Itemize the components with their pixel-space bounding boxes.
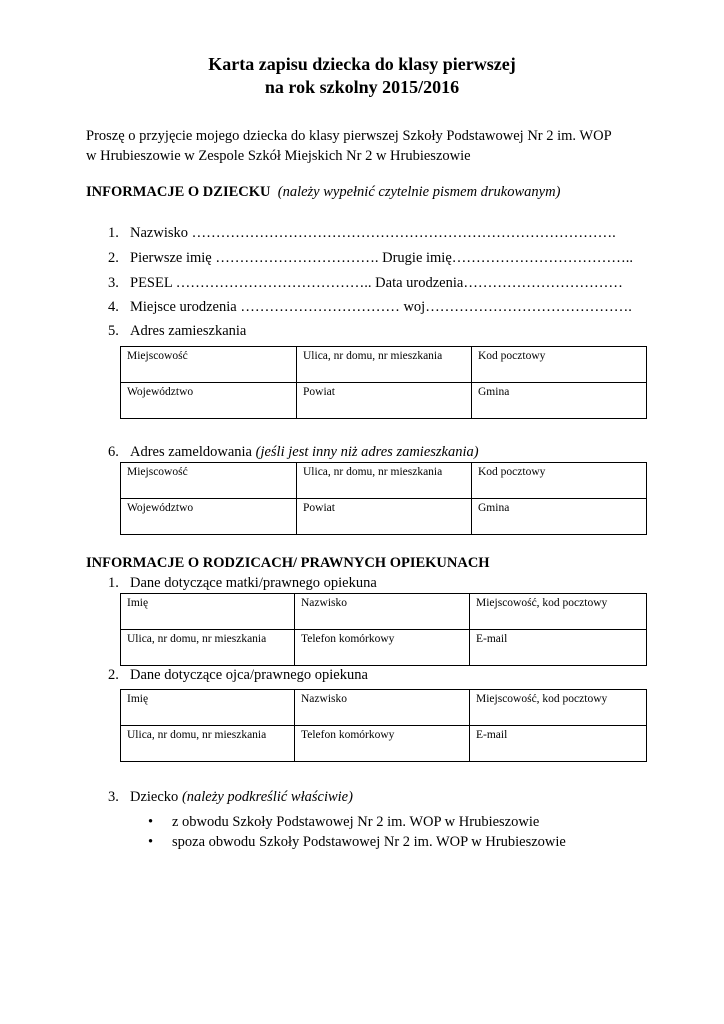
field-address-heading (108, 322, 246, 340)
table-row (121, 347, 647, 383)
child-heading-note: (należy wypełnić czytelnie pismem drukowanym) (277, 184, 561, 200)
registered-street-cell[interactable]: Ulica, nr domu, nr mieszkania (297, 463, 472, 499)
registered-city-cell[interactable]: Miejscowość (121, 463, 297, 499)
district-option-inside[interactable] (148, 812, 566, 832)
intro-line-1: Proszę o przyjęcie mojego dziecka do klasy pierwszej Szkoły Podstawowej Nr 2 im. WOP (86, 128, 612, 144)
field-label: PESEL ………………………………….. Data urodzenia…………………………… (130, 275, 623, 291)
registered-address-table (120, 462, 647, 535)
father-data-label (108, 666, 368, 684)
field-label: Pierwsze imię ……………………………. Drugie imię……………………………….. (130, 250, 634, 266)
field-label: Adres zamieszkania (130, 323, 247, 339)
field-label: Nazwisko ……………………………………………………………………………. (130, 225, 616, 241)
child-heading-text: INFORMACJE O DZIECKU (86, 184, 271, 200)
mother-first-name-cell[interactable]: Imię (121, 594, 295, 630)
registered-voivodeship-cell[interactable]: Województwo (121, 499, 297, 535)
address-county-cell[interactable]: Powiat (297, 383, 472, 419)
registered-commune-cell[interactable]: Gmina (472, 499, 647, 535)
document-title: Karta zapisu dziecka do klasy pierwszej (208, 54, 516, 74)
mother-data-label (108, 574, 377, 592)
field-label: Dane dotyczące matki/prawnego opiekuna (130, 575, 377, 591)
option-label: spoza obwodu Szkoły Podstawowej Nr 2 im. WOP w Hrubieszowie (172, 834, 566, 850)
field-note: (jeśli jest inny niż adres zamieszkania) (255, 444, 479, 460)
parents-section-heading (86, 554, 490, 572)
table-row (121, 594, 647, 630)
field-label: Dziecko (130, 789, 182, 805)
table-row (121, 726, 647, 762)
field-number: 2. (108, 667, 119, 683)
field-label: Miejsce urodzenia …………………………… woj……………………………………. (130, 299, 632, 315)
father-street-cell[interactable]: Ulica, nr domu, nr mieszkania (121, 726, 295, 762)
father-first-name-cell[interactable]: Imię (121, 690, 295, 726)
field-number: 6. (108, 444, 119, 460)
address-postcode-cell[interactable]: Kod pocztowy (472, 347, 647, 383)
address-city-cell[interactable]: Miejscowość (121, 347, 297, 383)
mother-table (120, 593, 647, 666)
intro-paragraph (86, 126, 646, 166)
address-voivodeship-cell[interactable]: Województwo (121, 383, 297, 419)
table-row (121, 463, 647, 499)
field-first-name[interactable] (108, 249, 633, 267)
district-option-outside[interactable] (148, 832, 566, 852)
field-number: 3. (108, 275, 119, 291)
table-row (121, 690, 647, 726)
mother-city-postcode-cell[interactable]: Miejscowość, kod pocztowy (470, 594, 647, 630)
field-number: 4. (108, 299, 119, 315)
registered-county-cell[interactable]: Powiat (297, 499, 472, 535)
mother-phone-cell[interactable]: Telefon komórkowy (295, 630, 470, 666)
document-subtitle: na rok szkolny 2015/2016 (264, 77, 460, 97)
field-number: 3. (108, 789, 119, 805)
field-birthplace[interactable] (108, 298, 632, 316)
table-row (121, 630, 647, 666)
table-row (121, 499, 647, 535)
address-street-cell[interactable]: Ulica, nr domu, nr mieszkania (297, 347, 472, 383)
field-number: 1. (108, 575, 119, 591)
field-number: 2. (108, 250, 119, 266)
mother-street-cell[interactable]: Ulica, nr domu, nr mieszkania (121, 630, 295, 666)
field-surname[interactable] (108, 224, 616, 242)
mother-surname-cell[interactable]: Nazwisko (295, 594, 470, 630)
field-label: Dane dotyczące ojca/prawnego opiekuna (130, 667, 368, 683)
father-surname-cell[interactable]: Nazwisko (295, 690, 470, 726)
field-number: 1. (108, 225, 119, 241)
child-district-label (108, 788, 353, 806)
parents-heading-text: INFORMACJE O RODZICACH/ PRAWNYCH OPIEKUNACH (86, 555, 490, 571)
father-phone-cell[interactable]: Telefon komórkowy (295, 726, 470, 762)
table-row (121, 383, 647, 419)
child-section-heading (86, 183, 560, 201)
field-registered-address (108, 443, 479, 461)
address-commune-cell[interactable]: Gmina (472, 383, 647, 419)
registered-postcode-cell[interactable]: Kod pocztowy (472, 463, 647, 499)
father-city-postcode-cell[interactable]: Miejscowość, kod pocztowy (470, 690, 647, 726)
bullet-icon: • (148, 834, 154, 850)
bullet-icon: • (148, 814, 154, 830)
father-email-cell[interactable]: E-mail (470, 726, 647, 762)
option-label: z obwodu Szkoły Podstawowej Nr 2 im. WOP w Hrubieszowie (172, 814, 540, 830)
father-table (120, 689, 647, 762)
field-pesel[interactable] (108, 274, 623, 292)
field-number: 5. (108, 323, 119, 339)
intro-line-2: w Hrubieszowie w Zespole Szkół Miejskich Nr 2 w Hrubieszowie (86, 148, 471, 164)
address-table (120, 346, 647, 419)
field-note: (należy podkreślić właściwie) (181, 789, 353, 805)
field-label: Adres zameldowania (130, 444, 256, 460)
district-options (148, 812, 566, 852)
mother-email-cell[interactable]: E-mail (470, 630, 647, 666)
